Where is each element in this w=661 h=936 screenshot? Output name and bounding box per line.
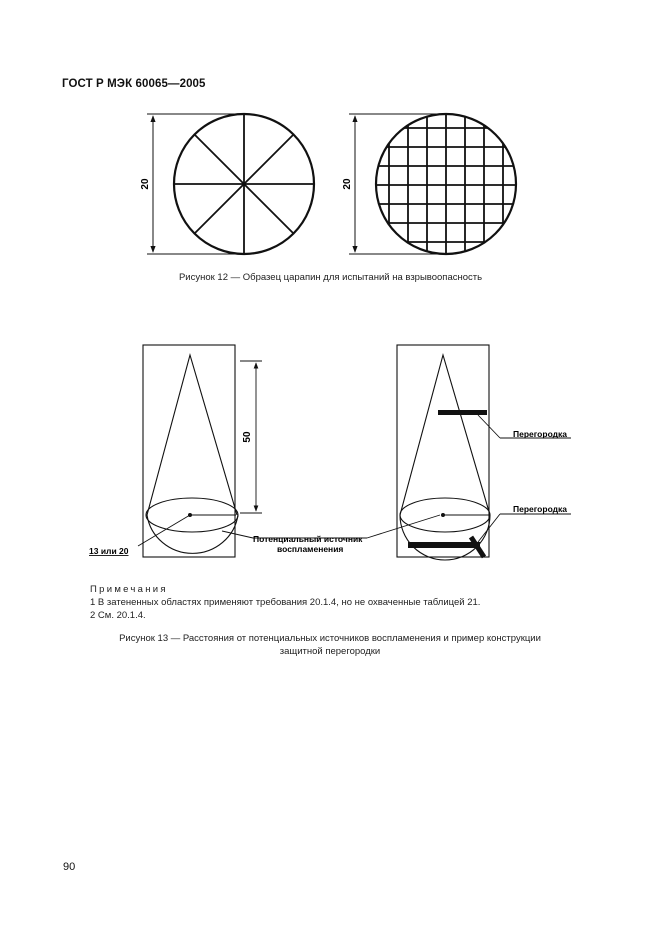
figure12-left-dimension: 20 [140, 178, 151, 190]
partition-label-top: Перегородка [513, 429, 568, 439]
figure13-radius-label: 13 или 20 [89, 546, 129, 556]
figure13-caption-line1: Рисунок 13 — Расстояния от потенциальных источников воспламенения и пример конструкции [119, 633, 541, 644]
page-number: 90 [63, 861, 76, 873]
notes-block [90, 583, 480, 622]
figure12-radial-pattern [147, 114, 314, 254]
note-item: 1 В затененных областях применяют требования 20.1.4, но не охваченные таблицей 21. [90, 597, 481, 608]
figure12-right-dimension: 20 [342, 178, 353, 190]
figure13-height-dimension: 50 [242, 431, 253, 443]
figure13-right-ignition-point [441, 513, 445, 517]
figure13-caption [90, 632, 570, 658]
figure13-source-label-line2: воспламенения [277, 544, 344, 554]
note-item: 2 См. 20.1.4. [90, 610, 146, 621]
figure13-left-diagram [138, 345, 262, 557]
figure13-source-label-line1: Потенциальный источник [253, 534, 363, 544]
figure12-grid-pattern [349, 114, 516, 254]
figure12-caption: Рисунок 12 — Образец царапин для испытаний на взрывоопасность [178, 272, 483, 283]
bottom-partition-bar [408, 542, 480, 548]
figure13-right-diagram [397, 345, 490, 560]
notes-title: Примечания [90, 584, 168, 595]
top-partition-bar [438, 410, 487, 415]
document-header: ГОСТ Р МЭК 60065—2005 [62, 78, 206, 90]
figure13-caption-line2: защитной перегородки [279, 646, 381, 657]
partition-label-bottom: Перегородка [513, 504, 568, 514]
figure13-left-ignition-point [188, 513, 192, 517]
